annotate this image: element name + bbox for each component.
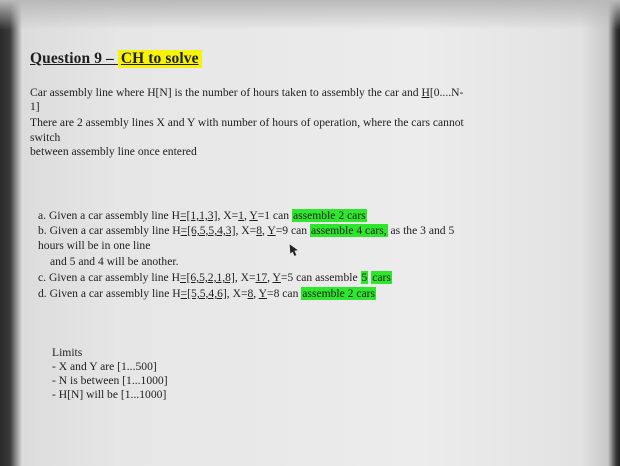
intro-line-4: switch <box>30 131 61 144</box>
item-b-cont-2: and 5 and 4 will be another. <box>50 255 179 268</box>
intro-line-2: 1] <box>30 100 40 113</box>
item-a-mid3: =1 can <box>257 209 292 222</box>
item-b-h: =[6,5,5,4,3] <box>180 224 236 237</box>
intro-line-5: between assembly line once entered <box>30 145 197 158</box>
intro-line-1-text: Car assembly line where H[N] is the number of hours taken to assembly the car and <box>30 86 422 99</box>
question-title-highlight: CH to solve <box>118 50 202 68</box>
item-c-y: Y <box>272 271 281 284</box>
item-b-y: Y <box>267 224 276 237</box>
item-d-x: 8 <box>247 287 254 300</box>
item-c-h: =[6,5,2,1,8] <box>179 271 235 284</box>
item-b <box>38 224 454 238</box>
item-c-highlight-num: 5 <box>361 271 368 284</box>
item-c-x: 17 <box>255 271 268 284</box>
item-a-x: 1 <box>238 209 244 222</box>
item-c-highlight: cars <box>372 271 391 284</box>
item-c-pre: c. Given a car assembly line H <box>38 271 180 284</box>
item-d <box>38 287 376 301</box>
item-a-mid1: , X= <box>217 209 239 222</box>
item-b-pre: b. Given a car assembly line H <box>38 224 181 237</box>
item-b-x: 8 <box>256 224 262 237</box>
item-d-highlight: assemble 2 cars <box>302 287 376 300</box>
item-d-mid1: , X= <box>226 287 248 300</box>
item-c-mid2: , <box>267 271 273 284</box>
item-b-mid2: , <box>261 224 268 237</box>
item-d-mid2: , <box>253 287 259 300</box>
item-b-tail: as the 3 and 5 <box>387 224 455 237</box>
item-b-cont-1: hours will be in one line <box>38 239 151 252</box>
limits-line-3: - H[N] will be [1...1000] <box>52 388 167 401</box>
intro-line-1-tail: 0....N- <box>433 86 464 99</box>
item-d-mid3: =8 can <box>267 287 302 300</box>
intro-line-1-h: H[ <box>421 86 434 99</box>
item-d-h: =[5,5,4,6] <box>180 287 227 300</box>
item-a-y: Y <box>249 209 258 222</box>
question-title-prefix: Question 9 – <box>30 50 118 67</box>
item-d-y: Y <box>258 287 268 300</box>
mouse-pointer-icon <box>289 244 299 256</box>
intro-line-3: There are 2 assembly lines X and Y with number of hours of operation, where the cars cannot <box>30 116 464 129</box>
item-c-mid1: , X= <box>234 271 256 284</box>
limits-line-1: - X and Y are [1...500] <box>52 360 157 373</box>
item-a-h: =[1,1,3] <box>179 209 218 222</box>
item-b-mid3: =9 can <box>275 224 310 237</box>
item-d-pre: d. Given a car assembly line H <box>38 287 181 300</box>
item-b-mid1: , X= <box>235 224 257 237</box>
limits-line-2: - N is between [1...1000] <box>52 374 168 387</box>
item-a-mid2: , <box>243 209 250 222</box>
intro-line-1 <box>30 86 463 100</box>
item-a-highlight: assemble 2 cars <box>292 209 366 222</box>
limits-heading: Limits <box>52 346 83 359</box>
item-b-highlight: assemble 4 cars, <box>310 224 387 237</box>
item-a-pre: a. Given a car assembly line H <box>38 209 180 222</box>
item-a <box>38 209 367 223</box>
item-c <box>38 271 392 285</box>
question-title <box>30 50 202 68</box>
item-c-mid3: =5 can assemble <box>280 271 361 284</box>
